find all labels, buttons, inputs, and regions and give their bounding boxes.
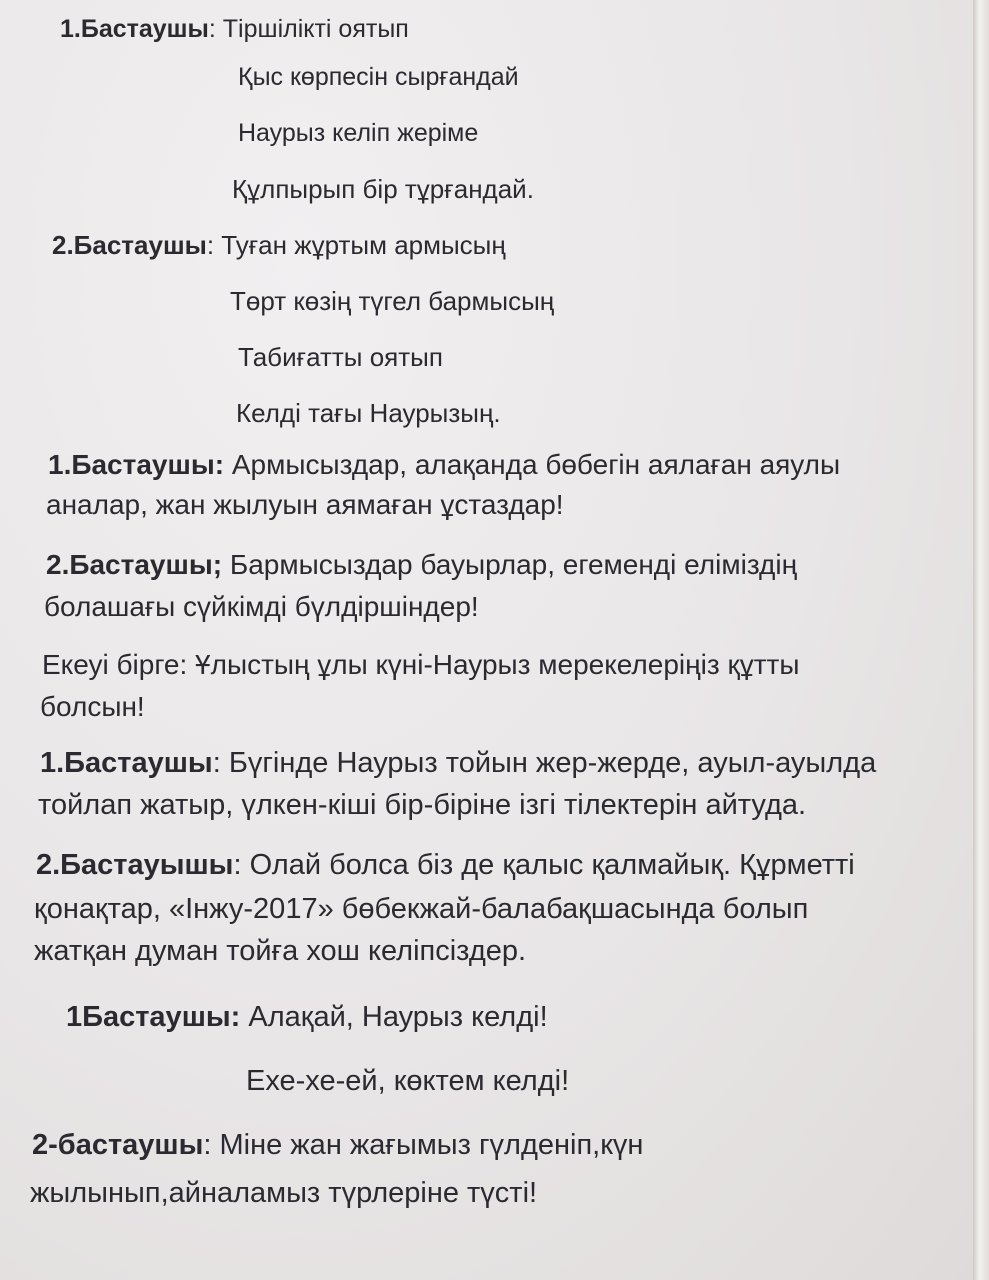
- script-line: [60, 12, 409, 46]
- verse-line: Қыс көрпесін сырғандай: [238, 63, 519, 91]
- speech-text: Тіршілікті оятып: [222, 15, 409, 43]
- speaker-label: 2.Бастаушы: [52, 230, 207, 260]
- script-line: [36, 848, 855, 882]
- separator: [224, 449, 232, 480]
- speaker-label: 1Бастаушы:: [66, 1001, 241, 1033]
- script-line-cont: жатқан думан тойға хош келіпсіздер.: [34, 935, 527, 967]
- script-line-cont: болсын!: [40, 691, 145, 722]
- speech-text: Олай болса біз де қалыс қалмайық. Құрметті: [249, 849, 855, 881]
- verse-line: Табиғатты оятып: [238, 342, 443, 372]
- script-line-cont: қонақтар, «Інжу-2017» бөбекжай-балабақшасында болып: [34, 893, 809, 925]
- script-line-cont: аналар, жан жылуын аямаған ұстаздар!: [46, 489, 564, 520]
- verse-line: Келді тағы Наурызың.: [236, 398, 501, 428]
- speaker-label: 2.Бастауышы: [36, 849, 234, 881]
- speaker-label: 1.Бастаушы:: [48, 449, 225, 480]
- script-line: [32, 1128, 643, 1162]
- speech-text: Армысыздар, алақанда бөбегін аялаған аяулы: [231, 449, 841, 480]
- verse-line: Құлпырып бір тұрғандай.: [232, 174, 534, 204]
- paper-edge: [973, 0, 989, 1280]
- script-line: [66, 1000, 548, 1034]
- separator: :: [233, 849, 250, 881]
- verse-line: Ехе-хе-ей, көктем келді!: [246, 1065, 570, 1097]
- speech-text: Бүгінде Наурыз тойын жер-жерде, ауыл-ауылда: [228, 747, 877, 779]
- script-line-cont: жылынып,айналамыз түрлеріне түсті!: [30, 1177, 538, 1209]
- speaker-label: 1.Бастаушы: [40, 747, 213, 779]
- script-line-cont: болашағы сүйкімді бүлдіршіндер!: [44, 591, 479, 622]
- speaker-label: 1.Бастаушы: [60, 15, 209, 43]
- separator: :: [203, 1129, 220, 1161]
- separator: :: [212, 747, 229, 779]
- script-line: [48, 448, 840, 482]
- script-line: Екеуі бірге: Ұлыстың ұлы күні-Наурыз мерекелеріңіз құтты: [42, 649, 800, 680]
- speech-text: Алақай, Наурыз келді!: [248, 1001, 548, 1033]
- speech-text: Бармысыздар бауырлар, егеменді еліміздің: [229, 549, 798, 580]
- separator: [222, 549, 230, 580]
- speaker-label: 2.Бастаушы;: [46, 549, 223, 580]
- separator: :: [208, 15, 223, 43]
- speaker-label: 2-бастаушы: [32, 1129, 204, 1161]
- script-line: [40, 746, 876, 780]
- speech-text: Міне жан жағымыз гүлденіп,күн: [219, 1129, 644, 1161]
- script-line-cont: тойлап жатыр, үлкен-кіші бір-біріне ізгі тілектерін айтуда.: [38, 789, 807, 821]
- script-line: [46, 548, 797, 582]
- speech-text: Туған жұртым армысың: [221, 230, 506, 260]
- verse-line: Наурыз келіп жеріме: [238, 119, 479, 147]
- separator: :: [206, 230, 222, 260]
- verse-line: Төрт көзің түгел бармысың: [230, 286, 555, 316]
- script-line: [52, 228, 506, 262]
